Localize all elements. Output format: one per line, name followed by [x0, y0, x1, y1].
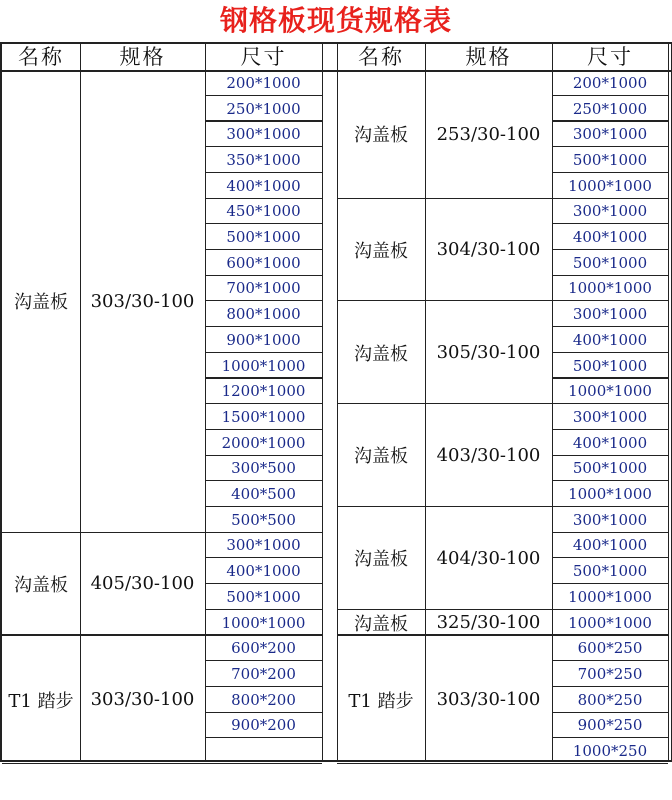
- product-name: 沟盖板: [354, 125, 408, 147]
- size-cell: 1200*1000: [221, 382, 306, 401]
- size-cell: [205, 738, 322, 764]
- size-cell: 700*200: [231, 664, 296, 683]
- size-cell: 400*1000: [572, 330, 648, 349]
- table-rule: [322, 42, 323, 760]
- size-cell: 900*200: [231, 716, 296, 735]
- size-cell: 400*1000: [572, 433, 648, 452]
- size-cell: 400*1000: [572, 536, 648, 555]
- page-title: 钢格板现货规格表: [219, 4, 452, 37]
- size-cell: 300*500: [231, 459, 296, 478]
- size-cell: 1000*1000: [568, 587, 652, 606]
- column-header: 尺寸: [587, 45, 633, 69]
- size-cell: 200*1000: [572, 73, 648, 92]
- product-spec: 303/30-100: [90, 290, 195, 312]
- size-cell: 1000*1000: [221, 356, 306, 375]
- product-spec: 304/30-100: [436, 239, 541, 261]
- size-cell: 400*500: [231, 485, 296, 504]
- product-name: T1 踏步: [348, 690, 414, 712]
- table-rule: [2, 763, 205, 764]
- product-name: 沟盖板: [354, 343, 408, 365]
- size-cell: 1000*1000: [221, 613, 306, 632]
- size-cell: 500*1000: [572, 253, 648, 272]
- size-cell: 500*1000: [226, 228, 301, 247]
- size-cell: 1000*250: [572, 742, 648, 761]
- size-cell: 300*1000: [572, 202, 648, 221]
- size-cell: 1000*1000: [568, 613, 652, 632]
- size-cell: 400*1000: [572, 228, 648, 247]
- size-cell: 450*1000: [226, 202, 301, 221]
- product-spec: 404/30-100: [436, 547, 541, 569]
- size-cell: 500*1000: [572, 459, 648, 478]
- size-cell: 500*1000: [572, 150, 648, 169]
- size-cell: 500*1000: [572, 356, 648, 375]
- product-spec: 303/30-100: [436, 689, 541, 711]
- product-name: T1 踏步: [8, 690, 74, 712]
- size-cell: 500*500: [231, 510, 296, 529]
- column-header: 规格: [465, 45, 512, 69]
- column-header: 名称: [18, 45, 64, 69]
- size-cell: 700*1000: [226, 279, 301, 298]
- size-cell: 1000*1000: [568, 485, 652, 504]
- size-cell: 350*1000: [226, 150, 301, 169]
- product-name: 沟盖板: [354, 446, 408, 468]
- table-rule: [205, 763, 322, 764]
- size-cell: 600*1000: [226, 253, 301, 272]
- column-header: 尺寸: [240, 45, 287, 69]
- size-cell: 600*250: [577, 639, 643, 658]
- size-cell: 500*1000: [226, 587, 301, 606]
- product-name: 沟盖板: [354, 240, 408, 262]
- product-spec: 305/30-100: [436, 342, 541, 364]
- product-spec: 253/30-100: [436, 123, 541, 145]
- size-cell: 300*1000: [226, 125, 301, 144]
- size-cell: 1000*1000: [568, 382, 652, 401]
- size-cell: 900*1000: [226, 330, 301, 349]
- product-spec: 405/30-100: [90, 573, 195, 595]
- size-cell: 300*1000: [572, 125, 648, 144]
- size-cell: 200*1000: [226, 73, 301, 92]
- size-cell: 800*1000: [226, 305, 301, 324]
- size-cell: 1000*1000: [568, 176, 652, 195]
- column-header: 规格: [119, 45, 166, 69]
- size-cell: 500*1000: [572, 562, 648, 581]
- product-spec: 303/30-100: [90, 689, 195, 711]
- column-header: 名称: [358, 45, 404, 69]
- product-spec: 403/30-100: [436, 444, 541, 466]
- size-cell: 300*1000: [572, 510, 648, 529]
- product-name: 沟盖板: [14, 292, 68, 314]
- size-cell: 700*250: [577, 664, 643, 683]
- table-rule: [337, 763, 552, 764]
- size-cell: 600*200: [231, 639, 296, 658]
- size-cell: 2000*1000: [221, 433, 306, 452]
- table-rule: [668, 42, 669, 760]
- size-cell: 300*1000: [572, 407, 648, 426]
- size-cell: 400*1000: [226, 562, 301, 581]
- product-name: 沟盖板: [14, 574, 68, 596]
- size-cell: 800*250: [577, 690, 643, 709]
- size-cell: 250*1000: [572, 99, 648, 118]
- product-name: 沟盖板: [354, 613, 408, 635]
- product-name: 沟盖板: [354, 549, 408, 571]
- size-cell: 250*1000: [226, 99, 301, 118]
- size-cell: 1500*1000: [221, 407, 306, 426]
- size-cell: 400*1000: [226, 176, 301, 195]
- size-cell: 1000*1000: [568, 279, 652, 298]
- product-spec: 325/30-100: [436, 612, 541, 634]
- size-cell: 300*1000: [226, 536, 301, 555]
- table-rule: [552, 763, 668, 764]
- size-cell: 900*250: [577, 716, 643, 735]
- size-cell: 800*200: [231, 690, 296, 709]
- size-cell: 300*1000: [572, 305, 648, 324]
